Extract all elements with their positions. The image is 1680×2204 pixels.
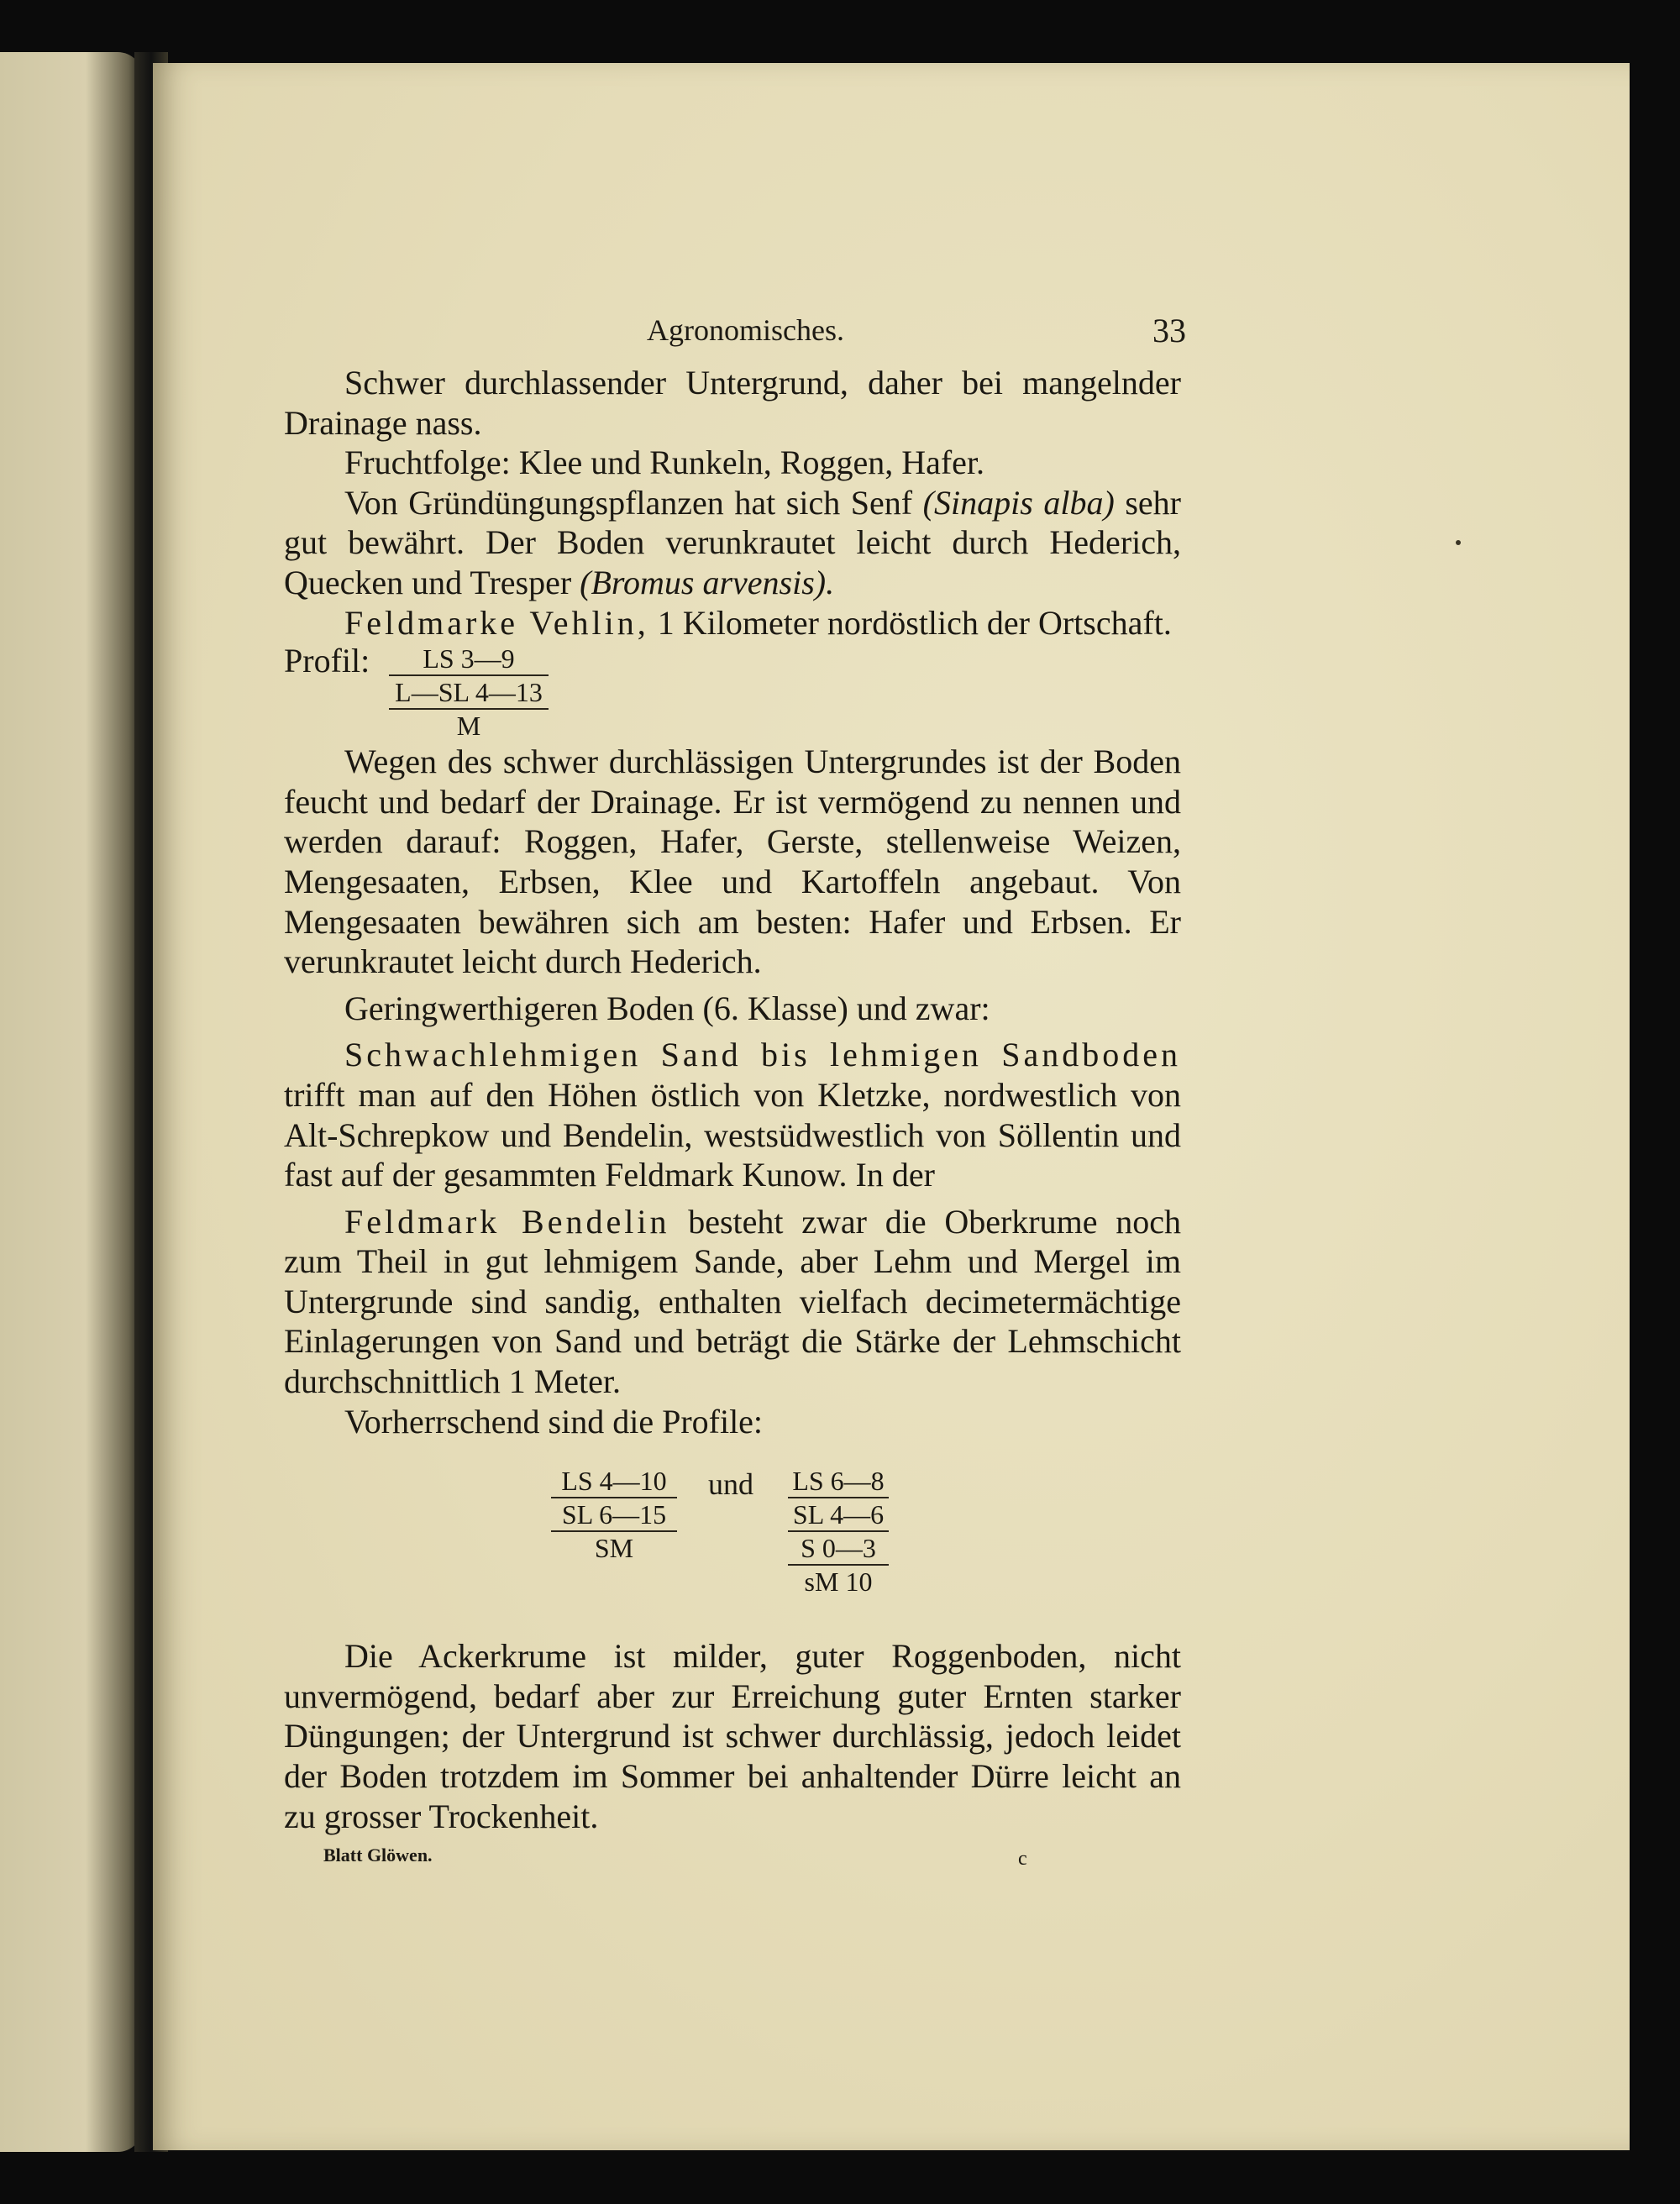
formula-layer: LS 3—9 <box>423 643 515 674</box>
paragraph-drainage: Schwer durchlassender Untergrund, daher bei mangelnder Drainage nass. <box>284 364 1181 442</box>
running-header: Agronomisches. <box>647 313 844 347</box>
paragraph-ackerkrume: Die Ackerkrume ist milder, guter Roggenboden, nicht unvermögend, bedarf aber zur Erreichung guter Ernten starker Düngungen; der Untergrund ist schwer durchlässig, jedoch leidet der Boden trotzdem im Sommer bei anhaltender Dürre leicht an zu grosser Trockenheit. <box>284 1637 1181 1835</box>
text-segment: 1 Kilometer nordöstlich der Ortschaft. <box>648 603 1172 642</box>
text-segment: Von Gründüngungspflanzen hat sich Senf <box>344 483 923 522</box>
paragraph-schwachlehmig <box>284 1035 1181 1194</box>
formula-layer: S 0—3 <box>788 1530 889 1564</box>
paragraph-geringwerthig: Geringwerthigeren Boden (6. Klasse) und zwar: <box>344 989 990 1027</box>
text-segment: trifft man auf den Höhen östlich von Kletzke, nordwestlich von Alt-Schrepkow und Bendelin, westsüdwestlich von Söllentin und fast auf der gesammten Feldmark Kunow. In der <box>284 1075 1181 1194</box>
profil-label: Profil: <box>284 642 370 680</box>
spaced-heading-sand: Schwachlehmigen Sand bis lehmigen Sandboden <box>344 1036 1181 1074</box>
profile-conjunction: und <box>708 1467 753 1502</box>
spaced-heading-bendelin: Feldmark Bendelin <box>344 1202 670 1241</box>
profil-vehlin <box>284 643 1181 742</box>
formula-layer: sM 10 <box>788 1564 889 1598</box>
formula-layer: SM <box>551 1530 677 1564</box>
formula-layer: SL 4—6 <box>788 1497 889 1530</box>
profil-formula <box>389 643 549 742</box>
signature-mark: c <box>1018 1848 1027 1870</box>
left-page-edge <box>0 52 143 2152</box>
formula-layer: L—SL 4—13 <box>389 674 549 708</box>
paragraph-fruchtfolge: Fruchtfolge: Klee und Runkeln, Roggen, Hafer. <box>344 443 985 482</box>
speck-mark <box>1456 540 1461 545</box>
paragraph-untergrund-vehlin: Wegen des schwer durchlässigen Untergrundes ist der Boden feucht und bedarf der Drainage. Er ist vermögend zu nennen und werden darauf: Roggen, Hafer, Gerste, stellenweise Weizen, Mengesaaten, Erbsen, Klee und Kartoffeln angebaut. Von Mengesaaten bewähren sich am besten: Hafer und Erbsen. Er verunkrautet leicht durch Hederich. <box>284 743 1181 981</box>
paragraph-bendelin <box>284 1202 1181 1402</box>
profile-pair <box>284 1465 1181 1608</box>
formula-layer: SL 6—15 <box>551 1497 677 1530</box>
paragraph-feldmarke-vehlin <box>284 603 1181 643</box>
paragraph-gruenduengung <box>284 483 1181 603</box>
italic-species-sinapis: (Sinapis alba) <box>922 483 1115 522</box>
sheet-name: Blatt Glöwen. <box>323 1845 433 1866</box>
formula-layer: LS 6—8 <box>792 1466 885 1497</box>
profile-left-formula <box>551 1465 677 1564</box>
formula-layer: LS 4—10 <box>561 1466 667 1497</box>
page-number: 33 <box>1152 312 1186 349</box>
profile-right-formula <box>788 1465 889 1598</box>
italic-species-bromus: (Bromus arvensis). <box>580 563 835 601</box>
text-segment: sehr gut bewährt. Der Boden verunkrautet leicht durch Hederich, Quecken und Tresper <box>284 483 1182 601</box>
spaced-heading-vehlin: Feldmarke Vehlin, <box>344 603 649 642</box>
formula-layer: M <box>389 708 549 742</box>
paragraph-profile-intro: Vorherrschend sind die Profile: <box>344 1402 764 1440</box>
text-segment: besteht zwar die Oberkrume noch zum Theil in gut lehmigem Sande, aber Lehm und Mergel im Untergrunde sind sandig, enthalten vielfach decimetermächtige Einlagerungen von Sand und beträgt die Stärke der Lehmschicht durchschnittlich 1 Meter. <box>284 1202 1181 1401</box>
page-body <box>284 363 1181 1836</box>
